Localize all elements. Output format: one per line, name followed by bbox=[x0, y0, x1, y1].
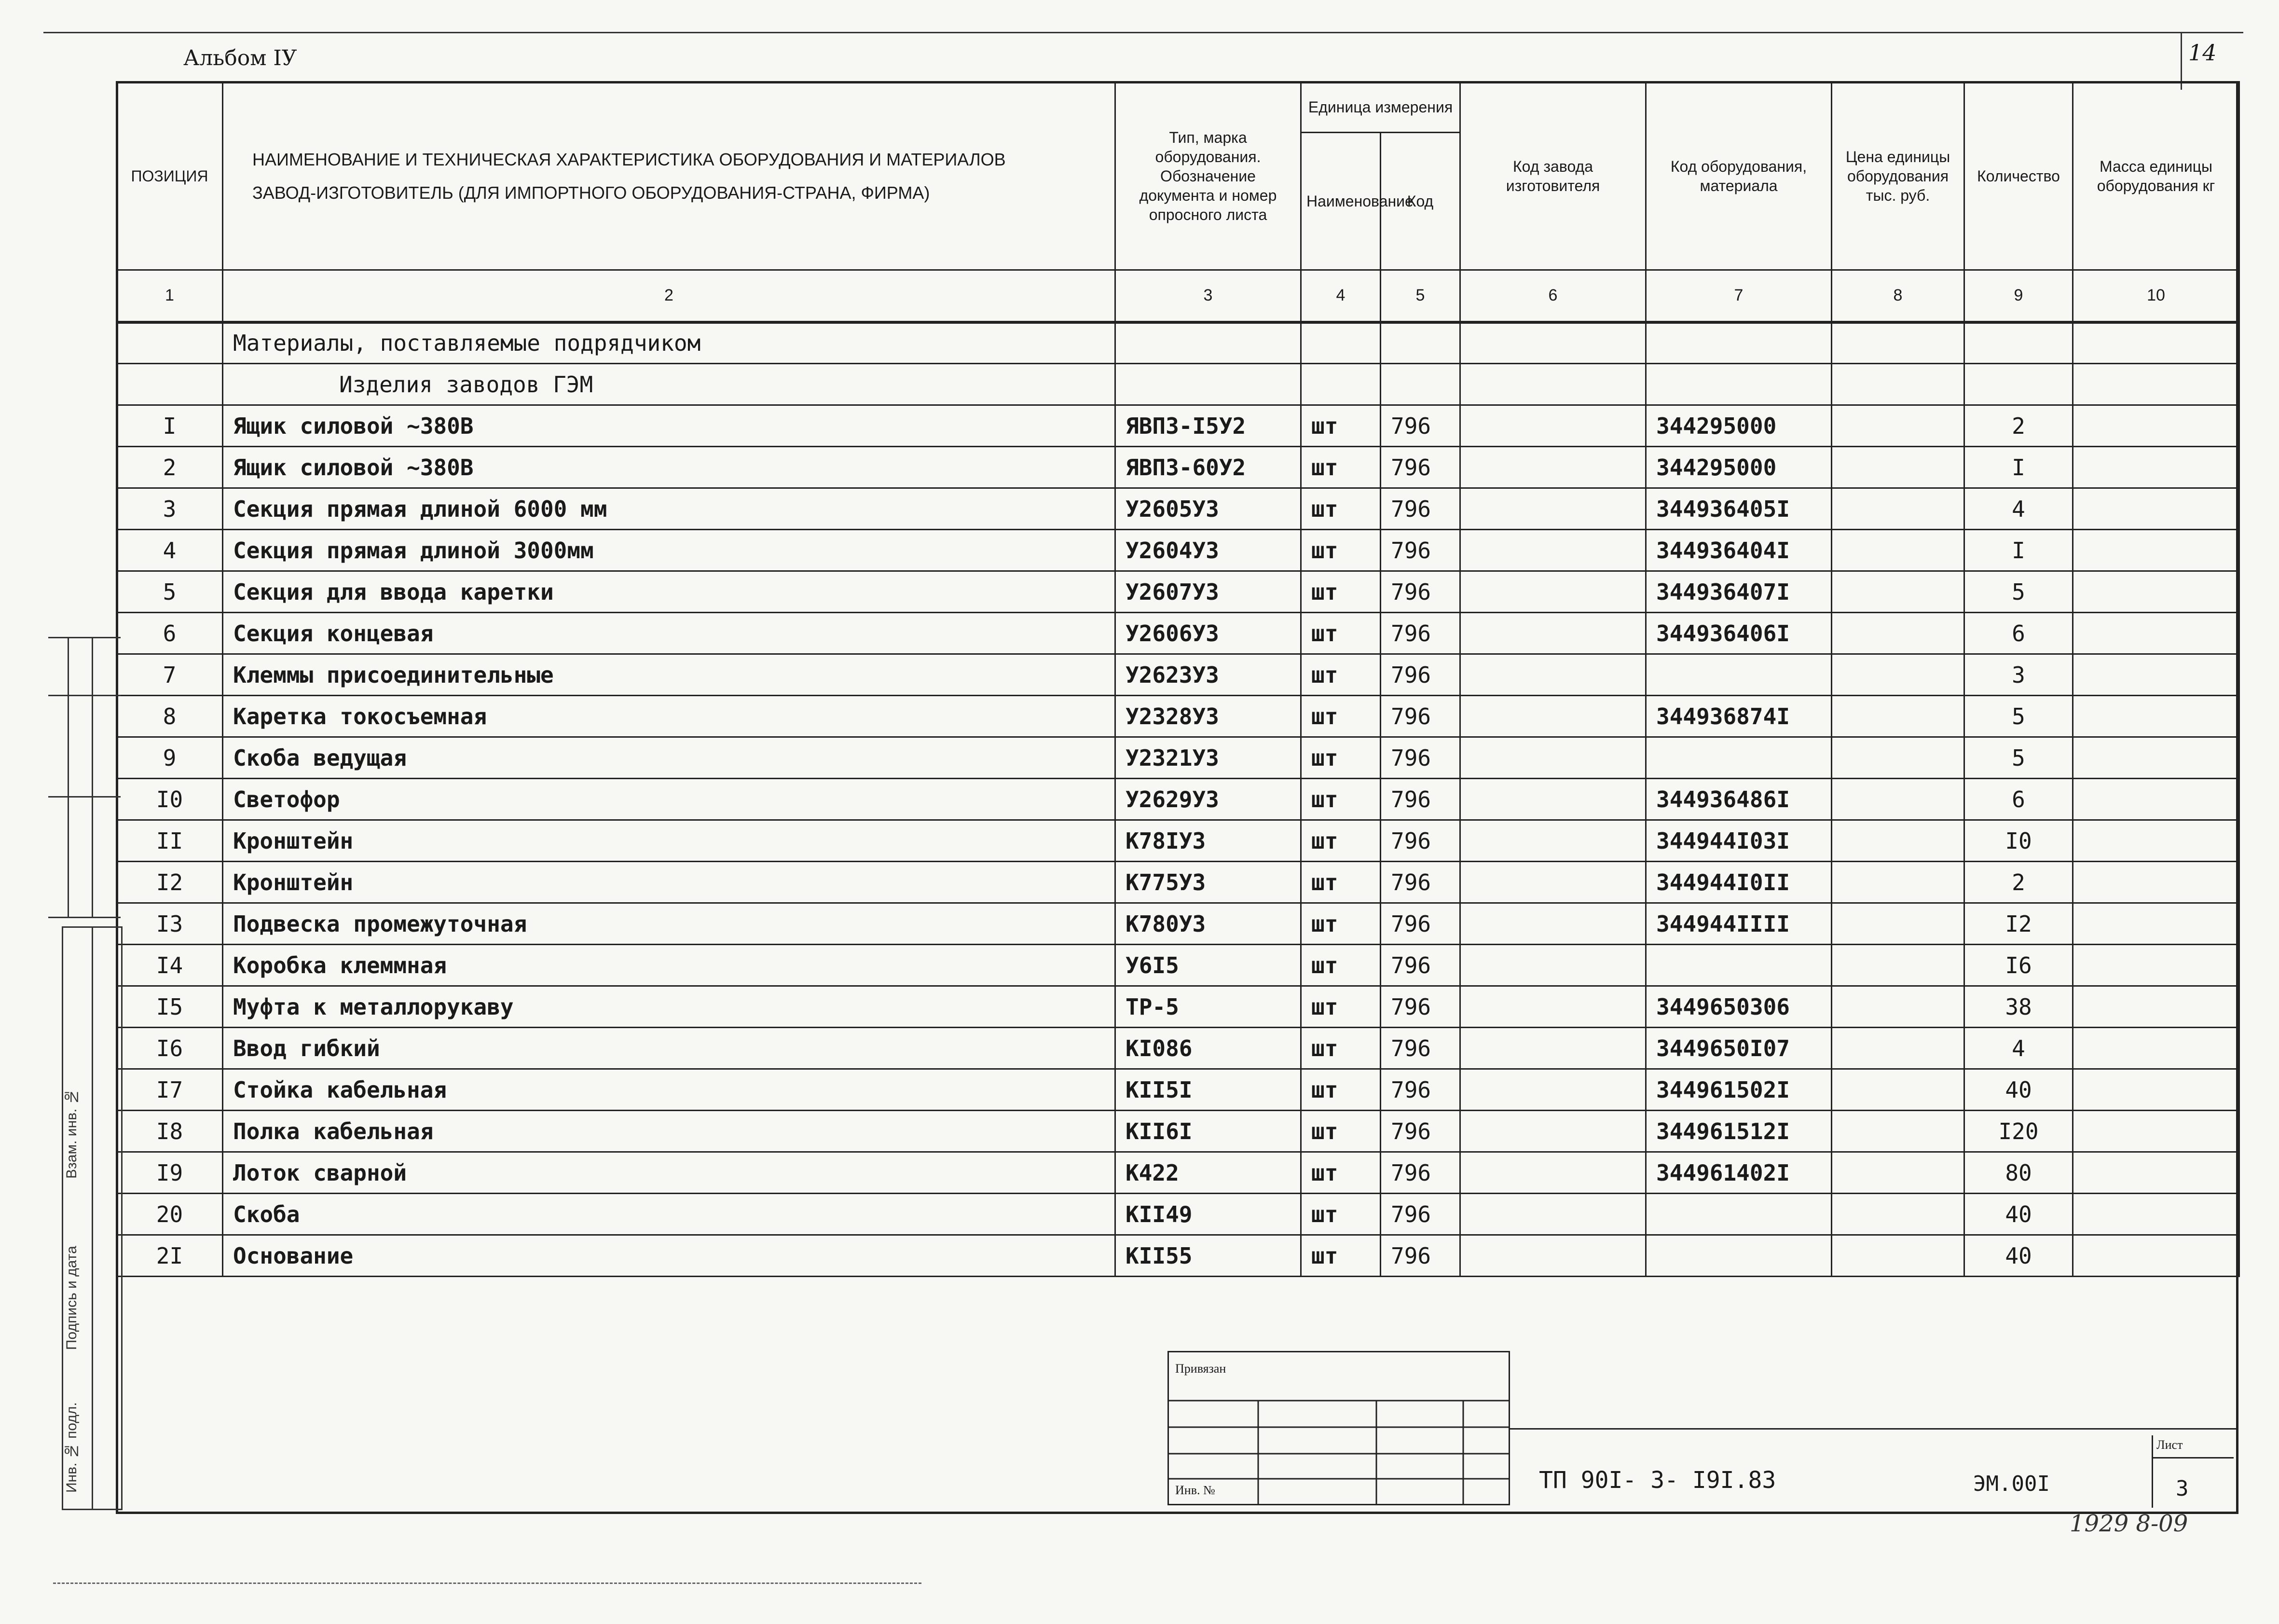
row-position: I4 bbox=[117, 945, 223, 986]
row-maker-code bbox=[1460, 945, 1646, 986]
subsection-title: Изделия заводов ГЭМ bbox=[223, 364, 1115, 405]
row-unit: шт bbox=[1301, 986, 1381, 1028]
row-equip-code: 344944I03I bbox=[1646, 820, 1832, 862]
row-position: I9 bbox=[117, 1152, 223, 1194]
section-title: Материалы, поставляемые подрядчиком bbox=[223, 322, 1115, 364]
row-price bbox=[1832, 945, 1964, 986]
binding-strip-divider bbox=[92, 926, 93, 1510]
header-qty: Количество bbox=[1964, 82, 2073, 270]
row-position: 5 bbox=[117, 571, 223, 613]
row-type: У2606У3 bbox=[1115, 613, 1301, 654]
row-mass bbox=[2073, 779, 2239, 820]
row-qty: I2 bbox=[1964, 903, 2073, 945]
row-mass bbox=[2073, 405, 2239, 447]
row-name: Основание bbox=[223, 1235, 1115, 1277]
header-name bbox=[223, 82, 1115, 270]
row-unit: шт bbox=[1301, 654, 1381, 696]
row-unit-code: 796 bbox=[1381, 820, 1460, 862]
row-mass bbox=[2073, 571, 2239, 613]
row-qty: 3 bbox=[1964, 654, 2073, 696]
row-price bbox=[1832, 820, 1964, 862]
row-price bbox=[1832, 1069, 1964, 1111]
row-type: У2605У3 bbox=[1115, 488, 1301, 530]
row-unit-code: 796 bbox=[1381, 1028, 1460, 1069]
strip-inv-no: Инв. № подл. bbox=[64, 1402, 80, 1493]
column-number: 4 bbox=[1301, 270, 1381, 322]
row-maker-code bbox=[1460, 737, 1646, 779]
row-unit: шт bbox=[1301, 779, 1381, 820]
column-number: 1 bbox=[117, 270, 223, 322]
row-unit: шт bbox=[1301, 447, 1381, 488]
row-price bbox=[1832, 571, 1964, 613]
column-number: 5 bbox=[1381, 270, 1460, 322]
row-unit-code: 796 bbox=[1381, 488, 1460, 530]
row-qty: 6 bbox=[1964, 613, 2073, 654]
album-label: Альбом IУ bbox=[183, 46, 297, 70]
row-name: Стойка кабельная bbox=[223, 1069, 1115, 1111]
row-position: I7 bbox=[117, 1069, 223, 1111]
header-equip-code: Код оборудования, материала bbox=[1646, 82, 1832, 270]
row-qty: I20 bbox=[1964, 1111, 2073, 1152]
row-equip-code: 344936405I bbox=[1646, 488, 1832, 530]
column-number: 10 bbox=[2073, 270, 2239, 322]
row-mass bbox=[2073, 1235, 2239, 1277]
row-unit-code: 796 bbox=[1381, 862, 1460, 903]
row-unit: шт bbox=[1301, 613, 1381, 654]
row-mass bbox=[2073, 447, 2239, 488]
row-maker-code bbox=[1460, 530, 1646, 571]
row-type: ЯВПЗ-60У2 bbox=[1115, 447, 1301, 488]
bottom-trim-line bbox=[53, 1583, 921, 1584]
row-price bbox=[1832, 654, 1964, 696]
row-type: У2321У3 bbox=[1115, 737, 1301, 779]
title-block-line bbox=[1510, 1428, 2238, 1430]
row-mass bbox=[2073, 1069, 2239, 1111]
table-row bbox=[117, 862, 2239, 903]
column-number: 2 bbox=[223, 270, 1115, 322]
row-maker-code bbox=[1460, 447, 1646, 488]
row-position: 20 bbox=[117, 1194, 223, 1235]
row-maker-code bbox=[1460, 986, 1646, 1028]
row-equip-code bbox=[1646, 1235, 1832, 1277]
row-price bbox=[1832, 986, 1964, 1028]
row-name: Секция прямая длиной 3000мм bbox=[223, 530, 1115, 571]
row-mass bbox=[2073, 613, 2239, 654]
header-price: Цена единицы оборудования тыс. руб. bbox=[1832, 82, 1964, 270]
column-number: 9 bbox=[1964, 270, 2073, 322]
header-maker-code: Код завода изготовителя bbox=[1460, 82, 1646, 270]
row-mass bbox=[2073, 654, 2239, 696]
table-row bbox=[117, 696, 2239, 737]
row-type: ТР-5 bbox=[1115, 986, 1301, 1028]
row-qty: I bbox=[1964, 530, 2073, 571]
table-row bbox=[117, 654, 2239, 696]
sheet-number: 3 bbox=[2176, 1476, 2189, 1501]
table-row bbox=[117, 1194, 2239, 1235]
row-qty: 4 bbox=[1964, 488, 2073, 530]
row-type: У2607У3 bbox=[1115, 571, 1301, 613]
archive-number: 1929 8-09 bbox=[2070, 1510, 2188, 1537]
table-row bbox=[117, 820, 2239, 862]
binding-mark-line bbox=[48, 637, 121, 638]
row-maker-code bbox=[1460, 820, 1646, 862]
table-row bbox=[117, 488, 2239, 530]
row-name: Секция для ввода каретки bbox=[223, 571, 1115, 613]
row-name: Ящик силовой ~380В bbox=[223, 447, 1115, 488]
table-row bbox=[117, 1111, 2239, 1152]
row-type: КII49 bbox=[1115, 1194, 1301, 1235]
row-qty: 40 bbox=[1964, 1235, 2073, 1277]
row-equip-code: 344961402I bbox=[1646, 1152, 1832, 1194]
row-unit-code: 796 bbox=[1381, 945, 1460, 986]
row-name: Светофор bbox=[223, 779, 1115, 820]
row-maker-code bbox=[1460, 613, 1646, 654]
row-equip-code: 344936406I bbox=[1646, 613, 1832, 654]
row-name: Ввод гибкий bbox=[223, 1028, 1115, 1069]
row-unit: шт bbox=[1301, 571, 1381, 613]
section-row bbox=[117, 322, 2239, 364]
row-type: К780У3 bbox=[1115, 903, 1301, 945]
header-name-line1: НАИМЕНОВАНИЕ И ТЕХНИЧЕСКАЯ ХАРАКТЕРИСТИКА ОБОРУДОВАНИЯ И МАТЕРИАЛОВ bbox=[252, 149, 1006, 169]
row-type: К775У3 bbox=[1115, 862, 1301, 903]
row-position: I2 bbox=[117, 862, 223, 903]
row-name: Каретка токосъемная bbox=[223, 696, 1115, 737]
row-unit: шт bbox=[1301, 862, 1381, 903]
row-type: КII5I bbox=[1115, 1069, 1301, 1111]
row-maker-code bbox=[1460, 405, 1646, 447]
row-unit: шт bbox=[1301, 1235, 1381, 1277]
header-name-line2: ЗАВОД-ИЗГОТОВИТЕЛЬ (ДЛЯ ИМПОРТНОГО ОБОРУДОВАНИЯ-СТРАНА, ФИРМА) bbox=[252, 182, 930, 203]
row-equip-code: 344936407I bbox=[1646, 571, 1832, 613]
row-position: I3 bbox=[117, 903, 223, 945]
row-type: КII55 bbox=[1115, 1235, 1301, 1277]
row-unit-code: 796 bbox=[1381, 903, 1460, 945]
row-position: I bbox=[117, 405, 223, 447]
subsection-row bbox=[117, 364, 2239, 405]
row-equip-code: 344936874I bbox=[1646, 696, 1832, 737]
row-unit: шт bbox=[1301, 820, 1381, 862]
row-name: Кронштейн bbox=[223, 862, 1115, 903]
row-position: 4 bbox=[117, 530, 223, 571]
binding-mark-line bbox=[48, 796, 121, 798]
column-number-row bbox=[117, 270, 2239, 322]
row-unit: шт bbox=[1301, 903, 1381, 945]
row-type: ЯВПЗ-I5У2 bbox=[1115, 405, 1301, 447]
item-rows bbox=[117, 405, 2239, 1277]
table-row bbox=[117, 530, 2239, 571]
row-maker-code bbox=[1460, 654, 1646, 696]
row-name: Ящик силовой ~380В bbox=[223, 405, 1115, 447]
binding-mark-line bbox=[68, 637, 69, 917]
row-type: КII6I bbox=[1115, 1111, 1301, 1152]
row-price bbox=[1832, 488, 1964, 530]
row-mass bbox=[2073, 862, 2239, 903]
row-equip-code: 344961502I bbox=[1646, 1069, 1832, 1111]
row-unit: шт bbox=[1301, 530, 1381, 571]
row-type: У2604У3 bbox=[1115, 530, 1301, 571]
row-name: Лоток сварной bbox=[223, 1152, 1115, 1194]
table-row bbox=[117, 1235, 2239, 1277]
header-unit: Единица измерения bbox=[1301, 82, 1460, 133]
header-row-top bbox=[117, 82, 2239, 133]
row-unit-code: 796 bbox=[1381, 1069, 1460, 1111]
row-mass bbox=[2073, 530, 2239, 571]
row-unit: шт bbox=[1301, 696, 1381, 737]
row-unit-code: 796 bbox=[1381, 530, 1460, 571]
table-row bbox=[117, 613, 2239, 654]
document-code: ТП 90I- 3- I9I.83 bbox=[1539, 1467, 1776, 1494]
row-equip-code: 344295000 bbox=[1646, 405, 1832, 447]
row-unit: шт bbox=[1301, 1152, 1381, 1194]
row-position: I0 bbox=[117, 779, 223, 820]
row-mass bbox=[2073, 1111, 2239, 1152]
row-price bbox=[1832, 862, 1964, 903]
row-qty: 40 bbox=[1964, 1069, 2073, 1111]
row-qty: I0 bbox=[1964, 820, 2073, 862]
row-position: 9 bbox=[117, 737, 223, 779]
row-type: У2328У3 bbox=[1115, 696, 1301, 737]
row-maker-code bbox=[1460, 1069, 1646, 1111]
row-qty: 4 bbox=[1964, 1028, 2073, 1069]
row-qty: 80 bbox=[1964, 1152, 2073, 1194]
table-row bbox=[117, 779, 2239, 820]
row-unit-code: 796 bbox=[1381, 779, 1460, 820]
row-qty: 5 bbox=[1964, 737, 2073, 779]
row-maker-code bbox=[1460, 779, 1646, 820]
row-maker-code bbox=[1460, 696, 1646, 737]
row-qty: 5 bbox=[1964, 571, 2073, 613]
row-mass bbox=[2073, 696, 2239, 737]
row-price bbox=[1832, 1194, 1964, 1235]
row-price bbox=[1832, 1235, 1964, 1277]
row-price bbox=[1832, 696, 1964, 737]
row-name: Кронштейн bbox=[223, 820, 1115, 862]
row-type: У6I5 bbox=[1115, 945, 1301, 986]
row-qty: 5 bbox=[1964, 696, 2073, 737]
row-mass bbox=[2073, 945, 2239, 986]
row-mass bbox=[2073, 1152, 2239, 1194]
row-maker-code bbox=[1460, 571, 1646, 613]
row-price bbox=[1832, 530, 1964, 571]
row-unit-code: 796 bbox=[1381, 613, 1460, 654]
row-mass bbox=[2073, 488, 2239, 530]
row-mass bbox=[2073, 1194, 2239, 1235]
sheet-box-divider bbox=[2152, 1457, 2234, 1459]
row-price bbox=[1832, 447, 1964, 488]
table-row bbox=[117, 447, 2239, 488]
row-unit-code: 796 bbox=[1381, 1194, 1460, 1235]
column-number: 7 bbox=[1646, 270, 1832, 322]
row-position: I8 bbox=[117, 1111, 223, 1152]
table-row bbox=[117, 1069, 2239, 1111]
row-equip-code: 344936404I bbox=[1646, 530, 1832, 571]
stamp-label: Привязан bbox=[1175, 1362, 1226, 1376]
table-row bbox=[117, 986, 2239, 1028]
row-position: II bbox=[117, 820, 223, 862]
row-qty: 6 bbox=[1964, 779, 2073, 820]
row-unit-code: 796 bbox=[1381, 737, 1460, 779]
row-qty: 2 bbox=[1964, 862, 2073, 903]
row-maker-code bbox=[1460, 903, 1646, 945]
table-row bbox=[117, 1152, 2239, 1194]
row-unit-code: 796 bbox=[1381, 1235, 1460, 1277]
row-qty: 38 bbox=[1964, 986, 2073, 1028]
row-qty: I6 bbox=[1964, 945, 2073, 986]
row-price bbox=[1832, 1028, 1964, 1069]
row-price bbox=[1832, 1111, 1964, 1152]
stamp-inv: Инв. № bbox=[1175, 1483, 1215, 1497]
document-sheet-code: ЭМ.00I bbox=[1973, 1472, 2050, 1496]
row-maker-code bbox=[1460, 1028, 1646, 1069]
row-name: Полка кабельная bbox=[223, 1111, 1115, 1152]
row-mass bbox=[2073, 903, 2239, 945]
row-position: 8 bbox=[117, 696, 223, 737]
row-maker-code bbox=[1460, 862, 1646, 903]
row-position: I5 bbox=[117, 986, 223, 1028]
row-position: 7 bbox=[117, 654, 223, 696]
table-row bbox=[117, 737, 2239, 779]
row-qty: 40 bbox=[1964, 1194, 2073, 1235]
row-unit-code: 796 bbox=[1381, 571, 1460, 613]
row-maker-code bbox=[1460, 1111, 1646, 1152]
header-position: ПОЗИЦИЯ bbox=[117, 82, 223, 270]
row-unit: шт bbox=[1301, 405, 1381, 447]
binding-marks bbox=[48, 637, 121, 917]
strip-replace-inv: Взам. инв. № bbox=[64, 1088, 80, 1179]
header-unit-code: Код bbox=[1381, 133, 1460, 270]
binding-mark-line bbox=[48, 695, 121, 696]
row-name: Скоба bbox=[223, 1194, 1115, 1235]
row-equip-code: 3449650I07 bbox=[1646, 1028, 1832, 1069]
row-unit-code: 796 bbox=[1381, 1111, 1460, 1152]
row-maker-code bbox=[1460, 1152, 1646, 1194]
row-name: Скоба ведущая bbox=[223, 737, 1115, 779]
row-unit: шт bbox=[1301, 1028, 1381, 1069]
row-unit-code: 796 bbox=[1381, 654, 1460, 696]
binding-mark-line bbox=[48, 917, 121, 918]
header-mass: Масса единицы оборудования кг bbox=[2073, 82, 2239, 270]
row-equip-code: 344944I0II bbox=[1646, 862, 1832, 903]
header-type: Тип, марка оборудования. Обозначение документа и номер опросного листа bbox=[1115, 82, 1301, 270]
row-equip-code bbox=[1646, 737, 1832, 779]
row-unit: шт bbox=[1301, 488, 1381, 530]
row-equip-code bbox=[1646, 1194, 1832, 1235]
specification-table bbox=[116, 81, 2240, 1277]
row-qty: I bbox=[1964, 447, 2073, 488]
column-number: 3 bbox=[1115, 270, 1301, 322]
binding-mark-line bbox=[92, 637, 93, 917]
row-name: Коробка клеммная bbox=[223, 945, 1115, 986]
row-unit: шт bbox=[1301, 1111, 1381, 1152]
row-qty: 2 bbox=[1964, 405, 2073, 447]
row-name: Секция концевая bbox=[223, 613, 1115, 654]
row-price bbox=[1832, 405, 1964, 447]
row-type: У2623У3 bbox=[1115, 654, 1301, 696]
row-position: I6 bbox=[117, 1028, 223, 1069]
sheet-label: Лист bbox=[2156, 1438, 2183, 1452]
row-mass bbox=[2073, 737, 2239, 779]
table-row bbox=[117, 903, 2239, 945]
row-unit: шт bbox=[1301, 737, 1381, 779]
row-unit-code: 796 bbox=[1381, 447, 1460, 488]
row-unit: шт bbox=[1301, 1194, 1381, 1235]
table-row bbox=[117, 1028, 2239, 1069]
row-equip-code bbox=[1646, 945, 1832, 986]
row-equip-code: 344936486I bbox=[1646, 779, 1832, 820]
header-unit-name: Наименование bbox=[1301, 133, 1381, 270]
row-type: К422 bbox=[1115, 1152, 1301, 1194]
row-price bbox=[1832, 779, 1964, 820]
column-number: 6 bbox=[1460, 270, 1646, 322]
row-maker-code bbox=[1460, 1235, 1646, 1277]
row-name: Муфта к металлорукаву bbox=[223, 986, 1115, 1028]
row-position: 3 bbox=[117, 488, 223, 530]
row-equip-code bbox=[1646, 654, 1832, 696]
row-name: Подвеска промежуточная bbox=[223, 903, 1115, 945]
row-name: Клеммы присоединительные bbox=[223, 654, 1115, 696]
row-position: 2 bbox=[117, 447, 223, 488]
row-unit-code: 796 bbox=[1381, 405, 1460, 447]
row-position: 2I bbox=[117, 1235, 223, 1277]
page-mark: 14 bbox=[2188, 40, 2217, 66]
row-type: К78IУ3 bbox=[1115, 820, 1301, 862]
row-position: 6 bbox=[117, 613, 223, 654]
row-mass bbox=[2073, 820, 2239, 862]
row-equip-code: 344944IIII bbox=[1646, 903, 1832, 945]
row-price bbox=[1832, 613, 1964, 654]
row-type: У2629У3 bbox=[1115, 779, 1301, 820]
top-border-line bbox=[43, 32, 2243, 33]
row-equip-code: 3449650306 bbox=[1646, 986, 1832, 1028]
row-price bbox=[1832, 903, 1964, 945]
row-maker-code bbox=[1460, 1194, 1646, 1235]
row-unit-code: 796 bbox=[1381, 986, 1460, 1028]
row-unit-code: 796 bbox=[1381, 696, 1460, 737]
row-unit: шт bbox=[1301, 945, 1381, 986]
row-type: КI086 bbox=[1115, 1028, 1301, 1069]
table-row bbox=[117, 571, 2239, 613]
row-unit-code: 796 bbox=[1381, 1152, 1460, 1194]
strip-sign-date: Подпись и дата bbox=[64, 1246, 80, 1350]
row-mass bbox=[2073, 986, 2239, 1028]
row-equip-code: 344961512I bbox=[1646, 1111, 1832, 1152]
row-maker-code bbox=[1460, 488, 1646, 530]
table-row bbox=[117, 405, 2239, 447]
row-mass bbox=[2073, 1028, 2239, 1069]
row-equip-code: 344295000 bbox=[1646, 447, 1832, 488]
row-price bbox=[1832, 737, 1964, 779]
table-row bbox=[117, 945, 2239, 986]
column-number: 8 bbox=[1832, 270, 1964, 322]
row-price bbox=[1832, 1152, 1964, 1194]
row-name: Секция прямая длиной 6000 мм bbox=[223, 488, 1115, 530]
row-unit: шт bbox=[1301, 1069, 1381, 1111]
